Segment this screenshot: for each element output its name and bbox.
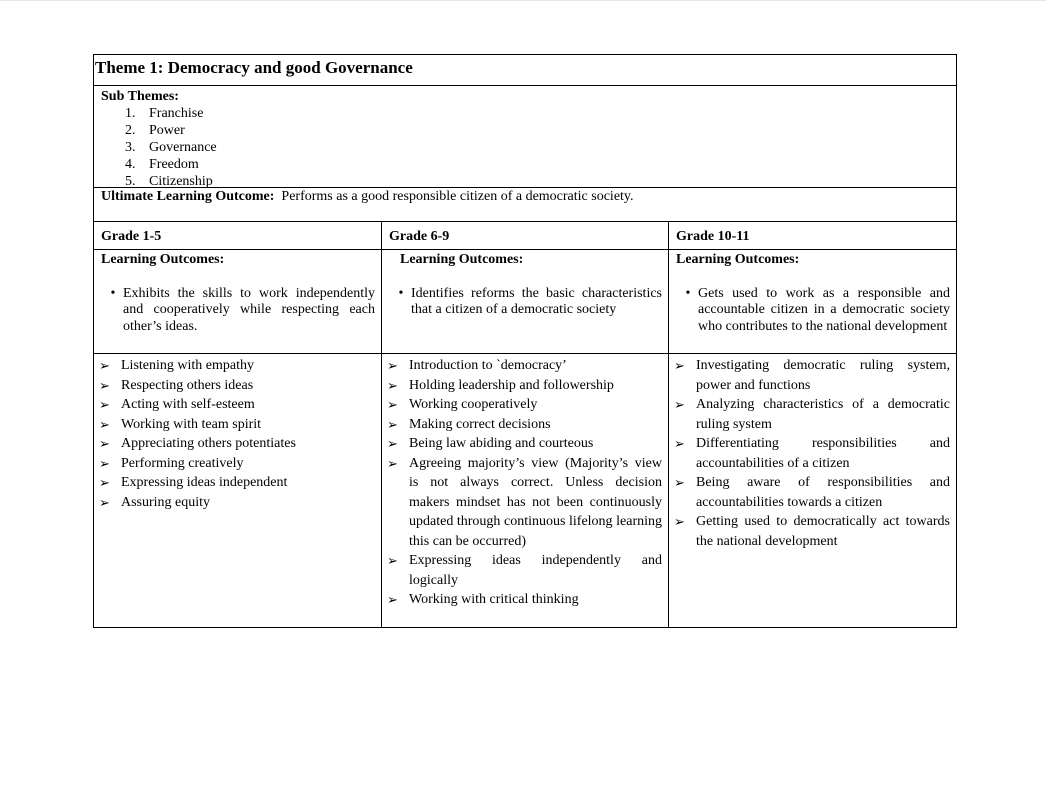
- arrow-bullet-icon: ➢: [99, 416, 110, 432]
- learning-outcomes-cell: [94, 250, 382, 353]
- skill-item: [99, 376, 375, 396]
- grade-label: Grade 6-9: [389, 229, 450, 244]
- sub-theme-item: [125, 139, 956, 156]
- skill-text: Expressing ideas independent: [121, 475, 288, 490]
- bullet-icon: •: [685, 285, 691, 301]
- learning-outcome-item: [389, 286, 662, 319]
- sub-theme-item: [125, 122, 956, 139]
- grade-header-10-11: [669, 222, 956, 249]
- sub-theme-item: [125, 156, 956, 173]
- skills-row: [94, 354, 956, 627]
- skill-text: Introduction to `democracy’: [409, 358, 567, 373]
- sub-theme-text: Franchise: [149, 106, 204, 121]
- skill-text: Working with critical thinking: [409, 592, 579, 607]
- sub-themes-label: Sub Themes:: [101, 89, 179, 104]
- learning-outcome-text: Gets used to work as a responsible and accountable citizen in a democratic society who contributes to the national development: [698, 285, 950, 334]
- arrow-bullet-icon: ➢: [387, 455, 398, 471]
- skill-text: Working with team spirit: [121, 416, 262, 432]
- bullet-icon: •: [110, 285, 116, 301]
- learning-outcome-item: [676, 286, 950, 336]
- skill-item: [387, 376, 662, 396]
- sub-theme-text: Governance: [149, 140, 217, 155]
- skill-text: Respecting others ideas: [121, 377, 254, 393]
- page-top-border: [0, 0, 1046, 1]
- learning-outcomes-label: Learning Outcomes:: [676, 252, 800, 267]
- skill-item: [387, 454, 662, 552]
- skills-cell-10-11: [669, 354, 956, 627]
- arrow-bullet-icon: ➢: [99, 436, 110, 451]
- arrow-bullet-icon: ➢: [387, 358, 398, 373]
- skill-item: [387, 356, 662, 376]
- sub-theme-text: Power: [149, 123, 185, 138]
- learning-outcomes-cell: [669, 250, 956, 353]
- theme-title: Theme 1: Democracy and good Governance: [95, 58, 413, 77]
- skill-text: Being aware of responsibilities and accountabilities towards a citizen: [696, 475, 950, 510]
- sub-theme-number: 1.: [125, 106, 136, 121]
- learning-outcomes-row: [94, 250, 956, 354]
- arrow-bullet-icon: ➢: [674, 397, 685, 412]
- sub-theme-item: [125, 105, 956, 122]
- skill-item: [387, 395, 662, 415]
- ultimate-outcome-text: Performs as a good responsible citizen of a democratic society.: [281, 189, 634, 204]
- arrow-bullet-icon: ➢: [387, 416, 398, 432]
- skill-item: [674, 395, 950, 434]
- sub-theme-text: Citizenship: [149, 174, 213, 189]
- skill-text: Being law abiding and courteous: [409, 436, 594, 451]
- skill-item: [99, 395, 375, 415]
- sub-theme-text: Freedom: [149, 157, 199, 172]
- sub-theme-number: 3.: [125, 140, 136, 155]
- sub-theme-number: 2.: [125, 123, 136, 138]
- learning-outcomes-label: Learning Outcomes:: [400, 252, 524, 267]
- skill-item: [99, 434, 375, 454]
- learning-outcomes-label: Learning Outcomes:: [101, 252, 225, 267]
- arrow-bullet-icon: ➢: [99, 475, 110, 490]
- sub-theme-number: 4.: [125, 157, 136, 172]
- learning-outcome-text: Exhibits the skills to work independently and cooperatively while respecting each other’s ideas.: [123, 285, 375, 334]
- learning-outcomes-cell: [382, 250, 669, 353]
- ultimate-outcome-row: [94, 188, 956, 222]
- skill-item: [99, 356, 375, 376]
- skill-text: Listening with empathy: [121, 358, 254, 373]
- skill-text: Getting used to democratically act towards the national development: [696, 514, 950, 549]
- learning-outcome-item: [101, 286, 375, 336]
- skill-item: [674, 512, 950, 551]
- arrow-bullet-icon: ➢: [99, 494, 110, 510]
- sub-theme-number: 5.: [125, 174, 136, 189]
- grade-header-row: [94, 222, 956, 250]
- arrow-bullet-icon: ➢: [387, 377, 398, 393]
- arrow-bullet-icon: ➢: [674, 436, 685, 451]
- skill-item: [99, 493, 375, 513]
- skill-text: Appreciating others potentiates: [121, 436, 296, 451]
- arrow-bullet-icon: ➢: [387, 592, 398, 607]
- skill-item: [387, 434, 662, 454]
- skill-item: [674, 434, 950, 473]
- skill-text: Differentiating responsibilities and accountabilities of a citizen: [696, 436, 950, 471]
- skill-text: Investigating democratic ruling system, power and functions: [696, 358, 950, 393]
- grade-header-6-9: [382, 222, 669, 249]
- grade-label: Grade 1-5: [101, 229, 162, 244]
- skill-item: [99, 415, 375, 435]
- grade-header-1-5: [94, 222, 382, 249]
- skill-item: [99, 473, 375, 493]
- sub-themes-row: [94, 86, 956, 188]
- skill-item: [674, 356, 950, 395]
- arrow-bullet-icon: ➢: [674, 358, 685, 373]
- skill-item: [674, 473, 950, 512]
- arrow-bullet-icon: ➢: [674, 475, 685, 490]
- skill-item: [99, 454, 375, 474]
- learning-outcome-text: Identifies reforms the basic characteristics that a citizen of a democratic society: [411, 285, 662, 317]
- arrow-bullet-icon: ➢: [387, 397, 398, 412]
- skill-text: Analyzing characteristics of a democratic ruling system: [696, 397, 950, 432]
- ultimate-outcome-label: Ultimate Learning Outcome:: [101, 189, 275, 204]
- skill-text: Agreeing majority’s view (Majority’s view is not always correct. Unless decision makers mindset has not been continuously updated through continuous lifelong learning this can be occurred): [409, 455, 662, 549]
- curriculum-table: [93, 54, 957, 628]
- bullet-icon: •: [398, 285, 404, 301]
- grade-label: Grade 10-11: [676, 229, 750, 244]
- skill-text: Acting with self-esteem: [121, 397, 255, 412]
- skill-text: Making correct decisions: [409, 416, 551, 432]
- arrow-bullet-icon: ➢: [387, 553, 398, 568]
- arrow-bullet-icon: ➢: [99, 358, 110, 373]
- skill-item: [387, 590, 662, 610]
- skill-text: Performing creatively: [121, 455, 244, 471]
- skill-text: Assuring equity: [121, 494, 211, 510]
- theme-title-row: [94, 55, 956, 86]
- skill-text: Expressing ideas independently and logically: [409, 553, 662, 588]
- skill-text: Holding leadership and followership: [409, 377, 614, 393]
- arrow-bullet-icon: ➢: [99, 397, 110, 412]
- arrow-bullet-icon: ➢: [674, 514, 685, 529]
- arrow-bullet-icon: ➢: [387, 436, 398, 451]
- skills-cell-6-9: [382, 354, 669, 627]
- skills-cell-1-5: [94, 354, 382, 627]
- sub-theme-item: [125, 173, 956, 190]
- skill-item: [387, 551, 662, 590]
- arrow-bullet-icon: ➢: [99, 377, 110, 393]
- arrow-bullet-icon: ➢: [99, 455, 110, 471]
- sub-themes-list: [101, 105, 956, 190]
- skill-text: Working cooperatively: [409, 397, 538, 412]
- skill-item: [387, 415, 662, 435]
